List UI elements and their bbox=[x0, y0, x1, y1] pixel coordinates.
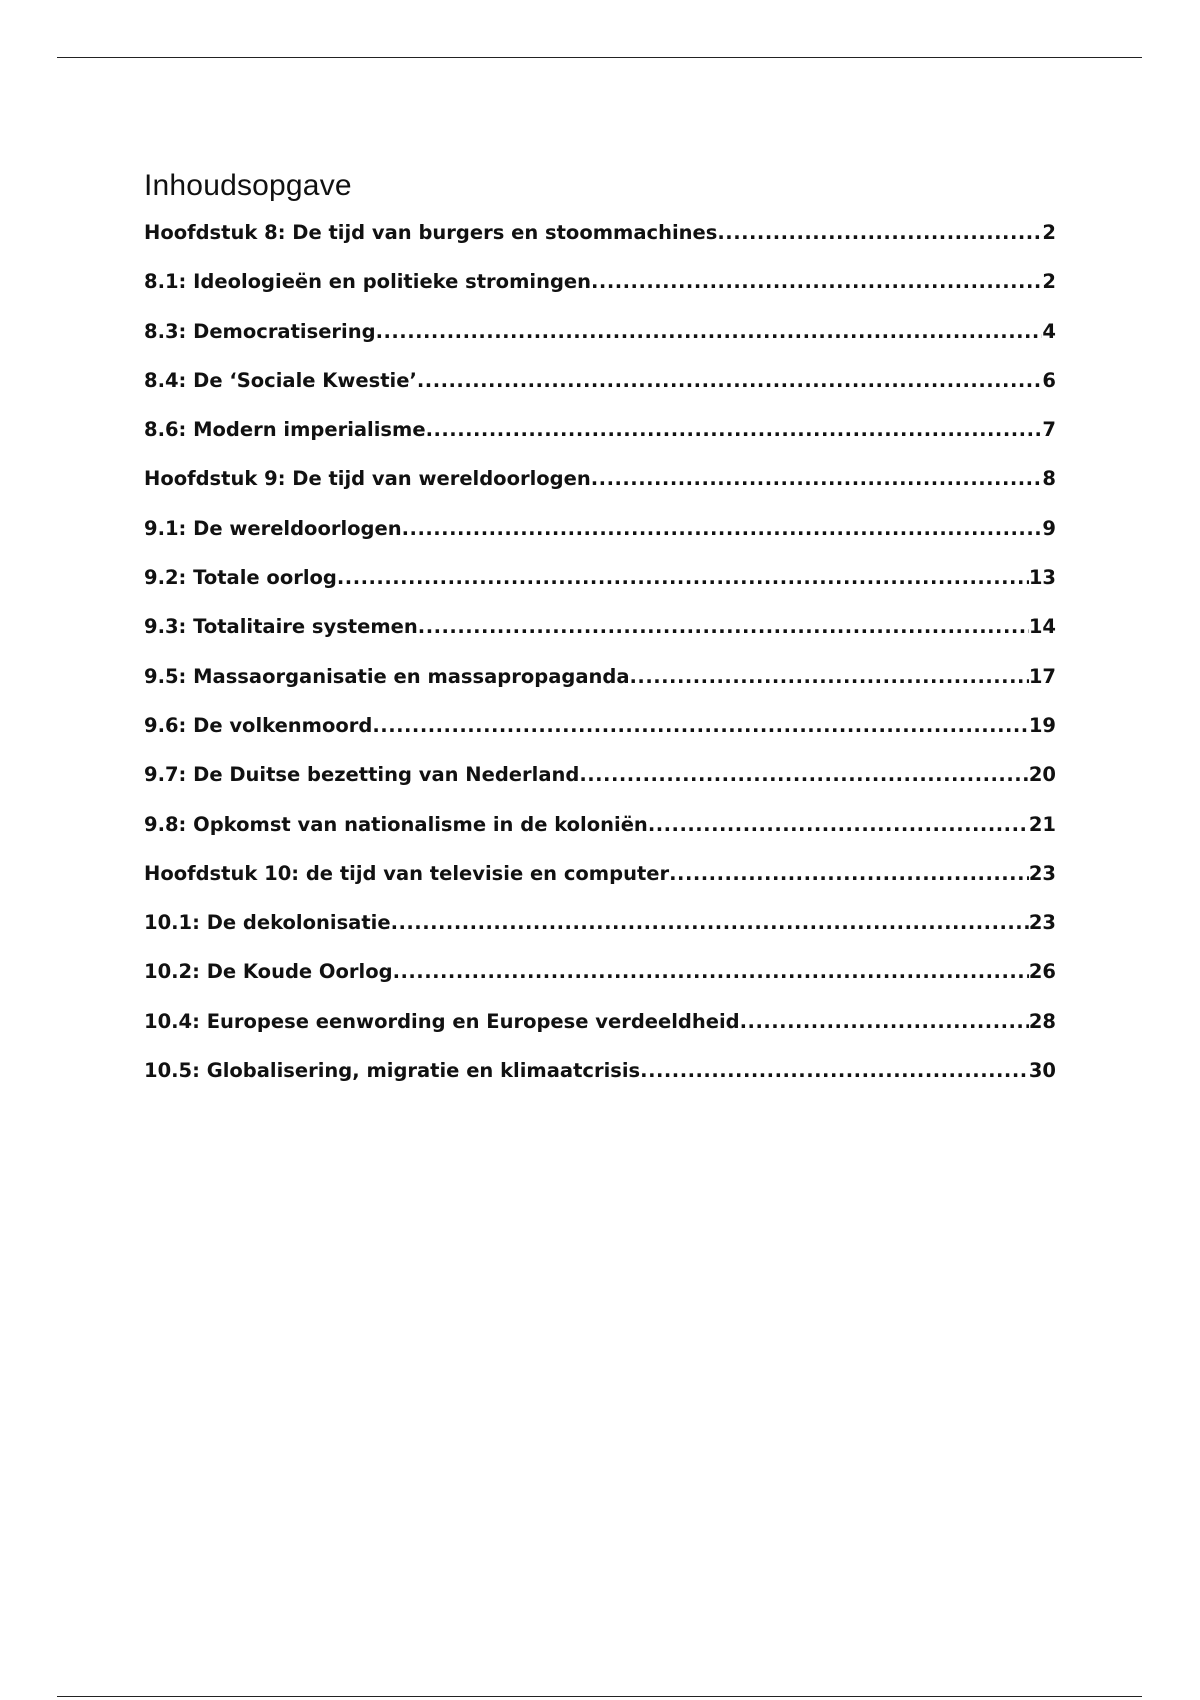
toc-entry[interactable] bbox=[144, 861, 1056, 910]
toc-dot-leader bbox=[391, 910, 1029, 936]
toc-entry-label: 9.7: De Duitse bezetting van Nederland bbox=[144, 763, 580, 787]
toc-entry-label: 8.6: Modern imperialisme bbox=[144, 418, 426, 442]
toc-entry[interactable] bbox=[144, 417, 1056, 466]
toc-entry[interactable] bbox=[144, 959, 1056, 1008]
toc-entry[interactable] bbox=[144, 713, 1056, 762]
toc-entry-page-number: 9 bbox=[1042, 516, 1056, 540]
toc-entry-page-number: 30 bbox=[1028, 1059, 1056, 1083]
toc-entry-label: 10.4: Europese eenwording en Europese verdeeldheid bbox=[144, 1009, 740, 1033]
toc-entry[interactable] bbox=[144, 762, 1056, 811]
table-of-contents bbox=[144, 166, 1056, 1107]
toc-entry-label: 10.5: Globalisering, migratie en klimaatcrisis bbox=[144, 1059, 641, 1083]
toc-entry[interactable] bbox=[144, 269, 1056, 318]
toc-entry[interactable] bbox=[144, 910, 1056, 959]
toc-dot-leader bbox=[376, 319, 1043, 345]
toc-dot-leader bbox=[426, 417, 1043, 443]
toc-dot-leader bbox=[418, 614, 1029, 640]
toc-entry-page-number: 2 bbox=[1042, 270, 1056, 294]
toc-entry-page-number: 28 bbox=[1028, 1009, 1056, 1033]
toc-entry-label: Hoofdstuk 10: de tijd van televisie en computer bbox=[144, 861, 670, 885]
toc-dot-leader bbox=[579, 762, 1029, 788]
toc-dot-leader bbox=[591, 466, 1043, 492]
toc-entry-label: 9.2: Totale oorlog bbox=[144, 566, 337, 590]
toc-entry[interactable] bbox=[144, 812, 1056, 861]
toc-entry-page-number: 23 bbox=[1028, 911, 1056, 935]
footer-rule bbox=[57, 1696, 1142, 1697]
toc-entry-label: 9.8: Opkomst van nationalisme in de koloniën bbox=[144, 812, 648, 836]
toc-entry-page-number: 17 bbox=[1028, 664, 1056, 688]
toc-dot-leader bbox=[372, 713, 1028, 739]
toc-entry-label: 8.4: De ‘Sociale Kwestie’ bbox=[144, 368, 417, 392]
toc-dot-leader bbox=[630, 664, 1029, 690]
toc-dot-leader bbox=[591, 269, 1042, 295]
toc-entry-label: 8.1: Ideologieën en politieke stromingen bbox=[144, 270, 592, 294]
toc-entry[interactable] bbox=[144, 368, 1056, 417]
toc-list bbox=[144, 220, 1056, 1107]
toc-entry-page-number: 2 bbox=[1042, 221, 1056, 244]
toc-dot-leader bbox=[717, 220, 1042, 246]
toc-entry-label: Hoofdstuk 9: De tijd van wereldoorlogen bbox=[144, 467, 591, 491]
toc-entry-label: 10.2: De Koude Oorlog bbox=[144, 960, 393, 984]
toc-entry-page-number: 4 bbox=[1042, 319, 1056, 343]
toc-entry[interactable] bbox=[144, 319, 1056, 368]
toc-entry[interactable] bbox=[144, 614, 1056, 663]
toc-entry[interactable] bbox=[144, 1009, 1056, 1058]
toc-entry-label: 9.3: Totalitaire systemen bbox=[144, 615, 418, 639]
toc-dot-leader bbox=[669, 861, 1029, 887]
toc-dot-leader bbox=[393, 959, 1029, 985]
toc-entry[interactable] bbox=[144, 565, 1056, 614]
toc-entry[interactable] bbox=[144, 220, 1056, 269]
toc-entry-label: 9.5: Massaorganisatie en massapropaganda bbox=[144, 664, 630, 688]
toc-entry-label: 10.1: De dekolonisatie bbox=[144, 911, 391, 935]
toc-dot-leader bbox=[337, 565, 1029, 591]
toc-entry-page-number: 14 bbox=[1028, 615, 1056, 639]
toc-entry[interactable] bbox=[144, 516, 1056, 565]
toc-entry-label: 9.1: De wereldoorlogen bbox=[144, 516, 402, 540]
toc-entry-page-number: 13 bbox=[1028, 566, 1056, 590]
toc-entry-label: Hoofdstuk 8: De tijd van burgers en stoommachines bbox=[144, 221, 718, 244]
toc-entry-page-number: 19 bbox=[1028, 713, 1056, 737]
toc-entry-label: 9.6: De volkenmoord bbox=[144, 713, 373, 737]
toc-entry-page-number: 6 bbox=[1042, 368, 1056, 392]
toc-dot-leader bbox=[648, 812, 1029, 838]
toc-entry[interactable] bbox=[144, 466, 1056, 515]
toc-entry-page-number: 8 bbox=[1042, 467, 1056, 491]
toc-entry-label: 8.3: Democratisering bbox=[144, 319, 376, 343]
toc-entry-page-number: 20 bbox=[1028, 763, 1056, 787]
toc-entry-page-number: 7 bbox=[1042, 418, 1056, 442]
toc-entry-page-number: 26 bbox=[1028, 960, 1056, 984]
toc-dot-leader bbox=[640, 1058, 1029, 1084]
toc-entry[interactable] bbox=[144, 1058, 1056, 1107]
toc-dot-leader bbox=[402, 516, 1043, 542]
toc-dot-leader bbox=[740, 1009, 1029, 1035]
header-rule bbox=[57, 57, 1142, 58]
toc-title: Inhoudsopgave bbox=[144, 169, 352, 202]
toc-dot-leader bbox=[417, 368, 1043, 394]
toc-entry-page-number: 23 bbox=[1028, 861, 1056, 885]
toc-entry-page-number: 21 bbox=[1028, 812, 1056, 836]
toc-entry[interactable] bbox=[144, 664, 1056, 713]
